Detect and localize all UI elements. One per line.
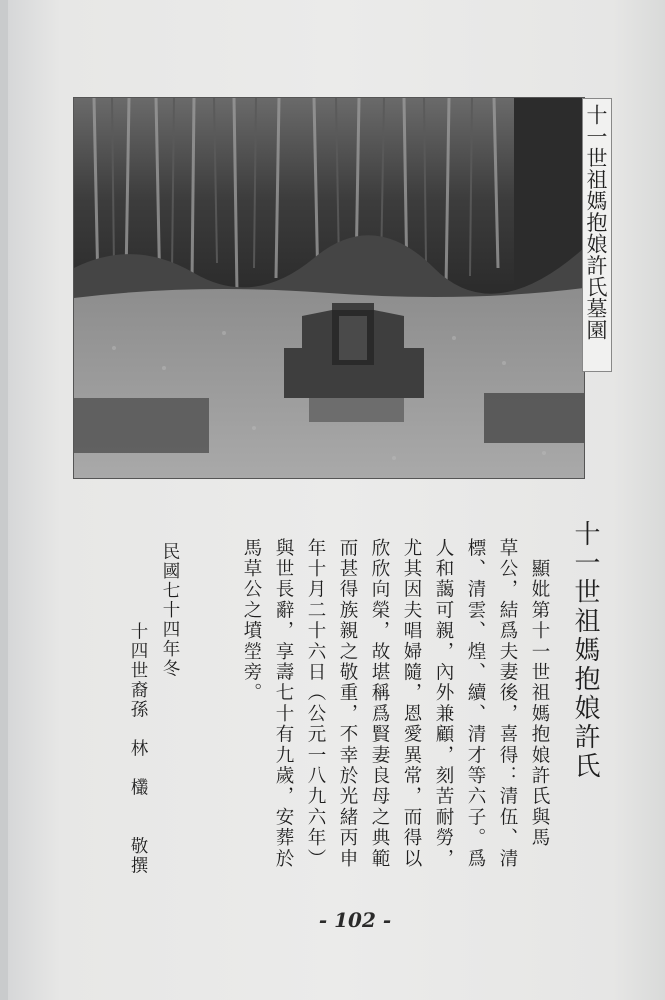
- article-column: 年十月二十六日（公元一八九六年）: [305, 538, 326, 870]
- article-column: 而甚得族親之敬重，不幸於光緒丙申: [337, 538, 358, 870]
- article-column: 欣欣向榮，故堪稱爲賢妻良母之典範: [369, 538, 390, 870]
- article-column: 標、清雲、煌、續、清才等六子。爲: [465, 538, 486, 870]
- grave-photo-image: [74, 98, 584, 478]
- article-column: 人和藹可親，內外兼顧，刻苦耐勞，: [433, 538, 454, 870]
- article-column: 馬草公之墳塋旁。: [241, 538, 262, 704]
- signature-author: 十四世裔孫 林 欉 敬撰: [128, 622, 148, 876]
- photo-caption: 十一世祖媽抱娘許氏墓園: [584, 104, 608, 341]
- page-number: - 102 -: [318, 908, 392, 932]
- grave-photo: [74, 98, 584, 478]
- article-column: 顯妣第十一世祖媽抱娘許氏與馬: [529, 538, 550, 849]
- signature-date: 民國七十四年冬: [160, 542, 180, 679]
- article-column: 與世長辭，享壽七十有九歲，安葬於: [273, 538, 294, 870]
- article-title: 十一世祖媽抱娘許氏: [570, 520, 600, 781]
- article-column: 草公，結爲夫妻後，喜得：清伍、清: [497, 538, 518, 870]
- article-column: 尤其因夫唱婦隨，恩愛異常，而得以: [401, 538, 422, 870]
